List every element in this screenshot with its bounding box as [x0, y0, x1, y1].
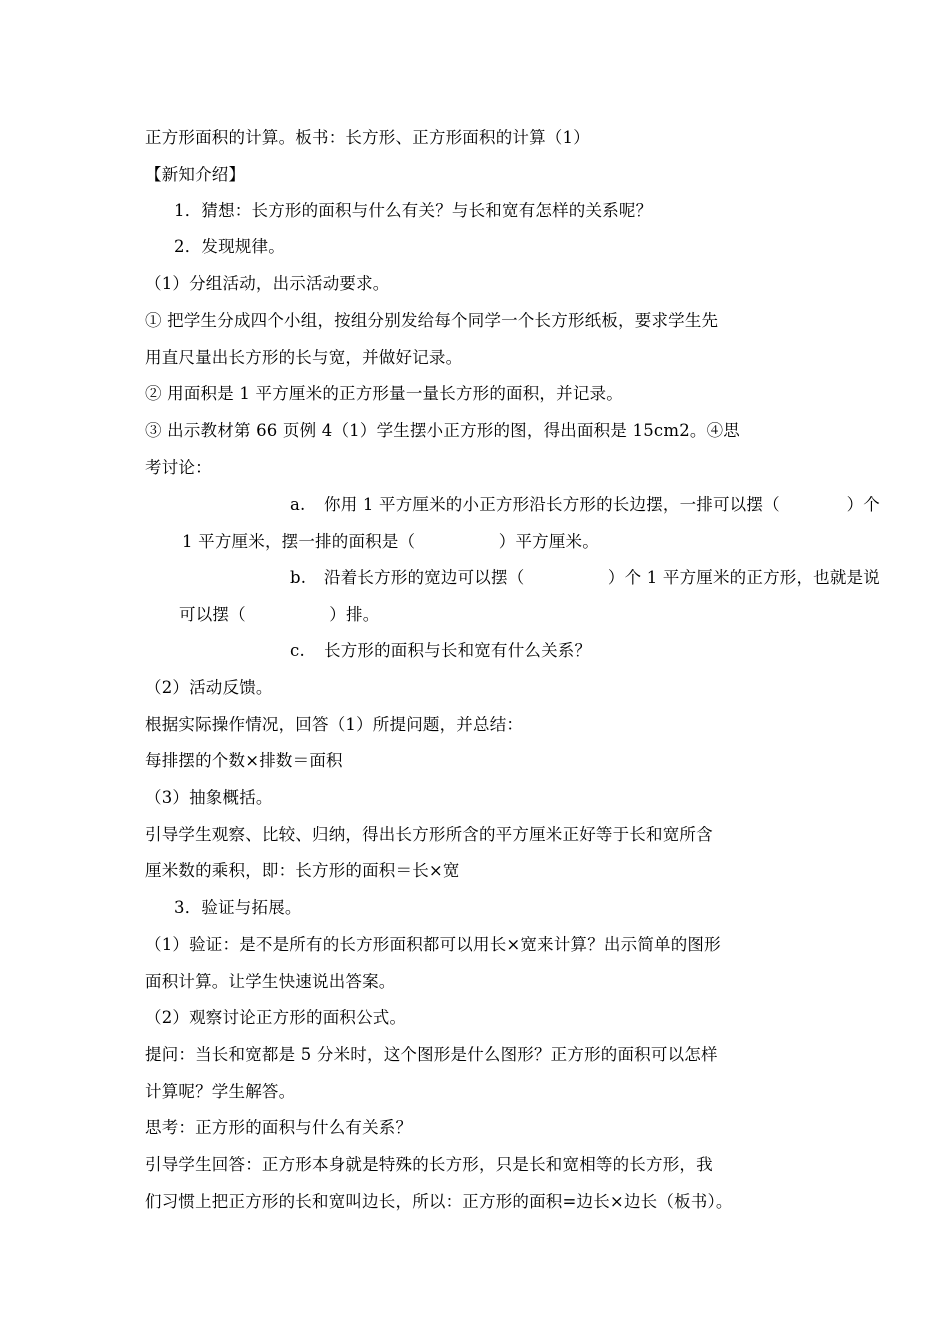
verify-step-1: （1）验证：是不是所有的长方形面积都可以用长×宽来计算？出示简单的图形 [145, 935, 721, 954]
item-2-discover: 2．发现规律。 [174, 237, 285, 256]
verify-step-1-cont: 面积计算。让学生快速说出答案。 [145, 972, 396, 991]
abstract-text: 引导学生观察、比较、归纳，得出长方形所含的平方厘米正好等于长和宽所含 [145, 825, 713, 844]
activity-requirement-2: ② 用面积是 1 平方厘米的正方形量一量长方形的面积，并记录。 [145, 384, 623, 403]
item-3-verify: 3．验证与拓展。 [174, 898, 302, 917]
section-heading-new-knowledge: 【新知介绍】 [145, 165, 246, 184]
text-line-board-title: 正方形面积的计算。板书：长方形、正方形面积的计算（1） [145, 128, 590, 147]
verify-step-2: （2）观察讨论正方形的面积公式。 [145, 1008, 407, 1027]
guide-answer: 引导学生回答：正方形本身就是特殊的长方形，只是长和宽相等的长方形，我 [145, 1155, 713, 1174]
question-a-text: 你用 1 平方厘米的小正方形沿长方形的长边摆，一排可以摆（ ）个 [324, 495, 880, 514]
step-3-abstract: （3）抽象概括。 [145, 788, 273, 807]
step-1-group-activity: （1）分组活动，出示活动要求。 [145, 274, 390, 293]
guide-answer-cont: 们习惯上把正方形的长和宽叫边长，所以：正方形的面积=边长×边长（板书）。 [145, 1192, 733, 1211]
step-2-feedback: （2）活动反馈。 [145, 678, 273, 697]
think-prompt: 思考：正方形的面积与什么有关系？ [145, 1118, 413, 1137]
question-b-cont: 可以摆（ ）排。 [179, 605, 380, 624]
activity-requirement-3-cont: 考讨论： [145, 458, 212, 477]
activity-requirement-3: ③ 出示教材第 66 页例 4（1）学生摆小正方形的图，得出面积是 15cm2。④思 [145, 421, 740, 440]
abstract-text-cont: 厘米数的乘积，即：长方形的面积＝长×宽 [145, 861, 460, 880]
question-a-cont: 1 平方厘米，摆一排的面积是（ ）平方厘米。 [182, 532, 599, 551]
activity-requirement-1: ① 把学生分成四个小组，按组分别发给每个同学一个长方形纸板，要求学生先 [145, 311, 719, 330]
item-1-guess: 1．猜想：长方形的面积与什么有关？与长和宽有怎样的关系呢？ [174, 201, 653, 220]
question-b-label: b. [290, 568, 307, 587]
question-prompt: 提问：当长和宽都是 5 分米时，这个图形是什么图形？正方形的面积可以怎样 [145, 1045, 718, 1064]
activity-requirement-1-cont: 用直尺量出长方形的长与宽，并做好记录。 [145, 348, 463, 367]
question-c-label: c. [290, 641, 305, 660]
formula-count: 每排摆的个数×排数＝面积 [145, 751, 343, 770]
question-b-text: 沿着长方形的宽边可以摆（ ）个 1 平方厘米的正方形，也就是说 [324, 568, 880, 587]
feedback-instruction: 根据实际操作情况，回答（1）所提问题，并总结： [145, 715, 524, 734]
question-prompt-cont: 计算呢？学生解答。 [145, 1082, 296, 1101]
question-c-text: 长方形的面积与长和宽有什么关系？ [324, 641, 592, 660]
question-a-label: a. [290, 495, 306, 514]
